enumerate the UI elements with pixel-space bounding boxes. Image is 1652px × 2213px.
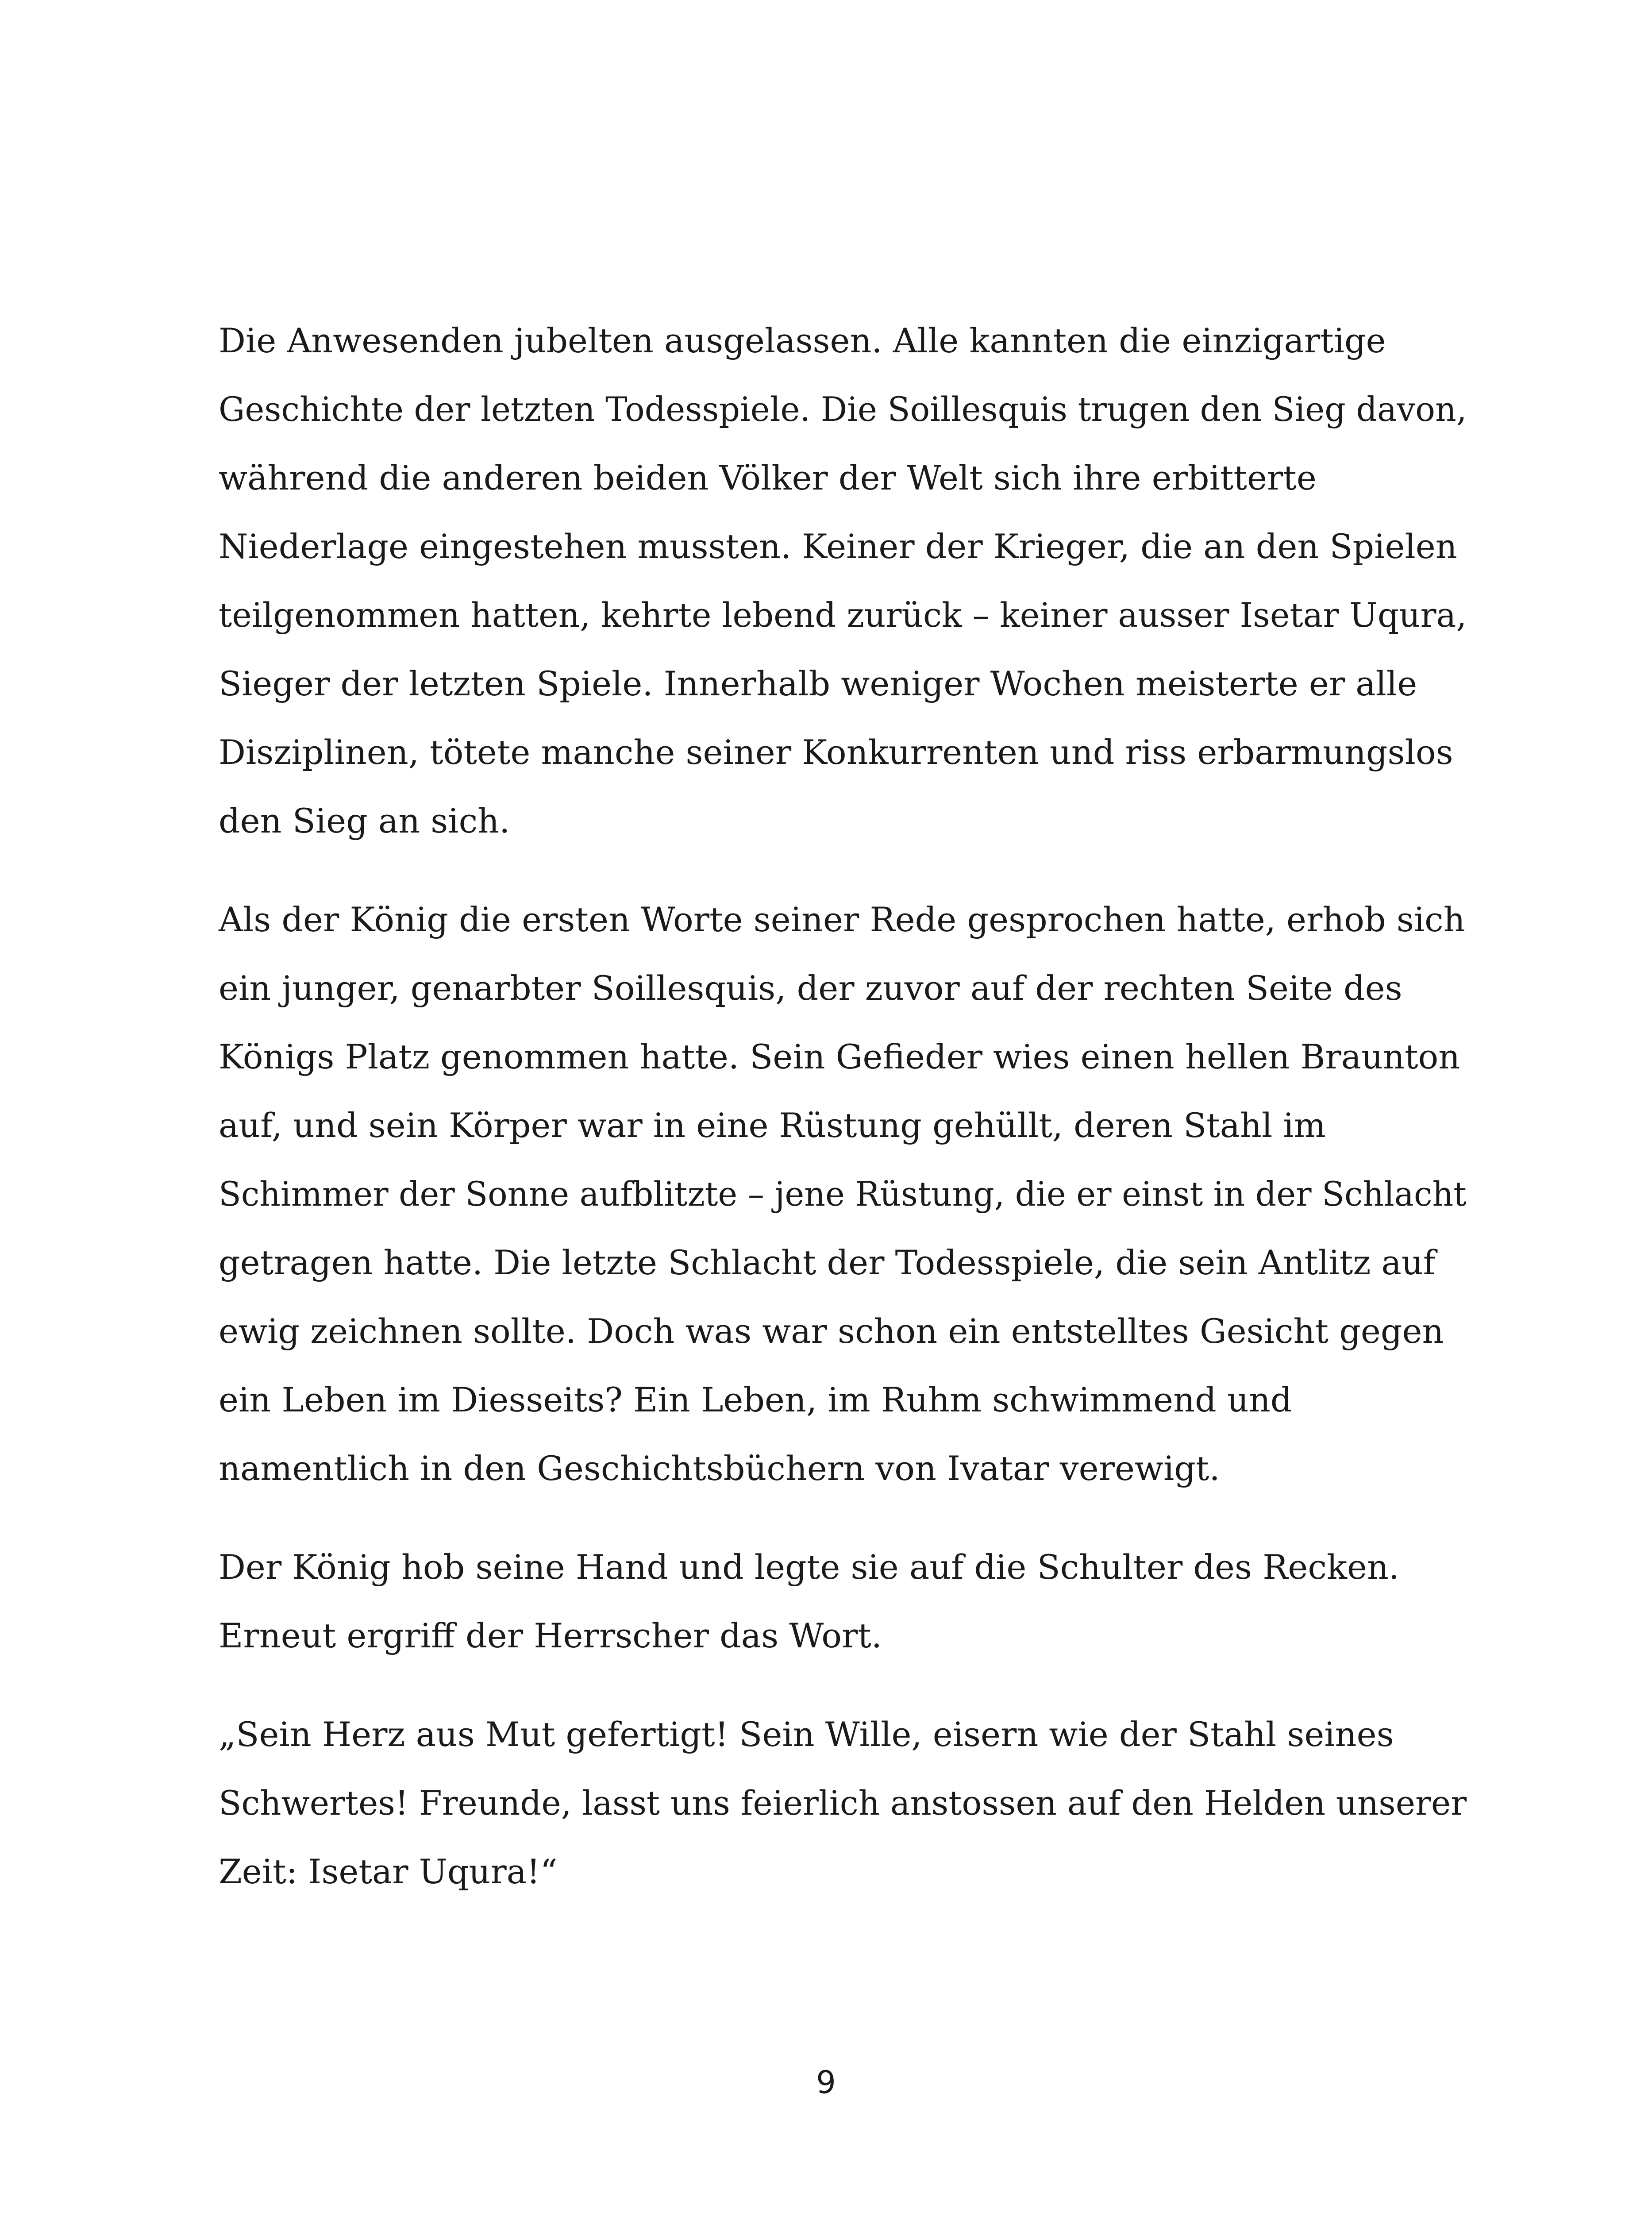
text-line: Niederlage eingestehen mussten. Keiner der Krieger, die an den Spielen <box>219 527 1457 566</box>
text-line: Sieger der letzten Spiele. Innerhalb weniger Wochen meisterte er alle <box>219 664 1417 703</box>
text-line: Erneut ergriff der Herrscher das Wort. <box>219 1616 882 1655</box>
text-line: Schimmer der Sonne aufblitzte – jene Rüstung, die er einst in der Schlacht <box>219 1174 1467 1214</box>
paragraph-3 <box>219 1533 1467 1670</box>
text-line: Geschichte der letzten Todesspiele. Die Soillesquis trugen den Sieg davon, <box>219 389 1467 429</box>
paragraph-spacer <box>219 855 1467 885</box>
text-line: teilgenommen hatten, kehrte lebend zurück – keiner ausser Isetar Uqura, <box>219 595 1467 635</box>
text-line: namentlich in den Geschichtsbüchern von Ivatar verewigt. <box>219 1449 1220 1488</box>
paragraph-spacer <box>219 1670 1467 1700</box>
text-line: Schwertes! Freunde, lasst uns feierlich anstossen auf den Helden unserer <box>219 1783 1467 1823</box>
paragraph-2 <box>219 885 1467 1503</box>
text-line: ein Leben im Diesseits? Ein Leben, im Ruhm schwimmend und <box>219 1380 1292 1419</box>
text-line: getragen hatte. Die letzte Schlacht der Todesspiele, die sein Antlitz auf <box>219 1243 1436 1282</box>
text-line: auf, und sein Körper war in eine Rüstung gehüllt, deren Stahl im <box>219 1106 1326 1145</box>
text-line: Als der König die ersten Worte seiner Rede gesprochen hatte, erhob sich <box>219 900 1465 939</box>
text-line: ewig zeichnen sollte. Doch was war schon ein entstelltes Gesicht gegen <box>219 1311 1444 1351</box>
paragraph-4 <box>219 1700 1467 1906</box>
page-number: 9 <box>816 2064 836 2101</box>
text-line: Der König hob seine Hand und legte sie auf die Schulter des Recken. <box>219 1547 1400 1587</box>
text-line: während die anderen beiden Völker der Welt sich ihre erbitterte <box>219 458 1317 497</box>
paragraph-spacer <box>219 1503 1467 1533</box>
text-line: Königs Platz genommen hatte. Sein Gefieder wies einen hellen Braunton <box>219 1037 1460 1076</box>
text-line: Zeit: Isetar Uqura!“ <box>219 1852 558 1891</box>
text-line: den Sieg an sich. <box>219 801 510 840</box>
text-line: Die Anwesenden jubelten ausgelassen. Alle kannten die einzigartige <box>219 321 1386 360</box>
text-line: Disziplinen, tötete manche seiner Konkurrenten und riss erbarmungslos <box>219 733 1453 772</box>
paragraph-1 <box>219 306 1467 855</box>
text-line: „Sein Herz aus Mut gefertigt! Sein Wille, eisern wie der Stahl seines <box>219 1715 1394 1754</box>
text-line: ein junger, genarbter Soillesquis, der zuvor auf der rechten Seite des <box>219 968 1402 1008</box>
body-text <box>219 306 1467 1906</box>
